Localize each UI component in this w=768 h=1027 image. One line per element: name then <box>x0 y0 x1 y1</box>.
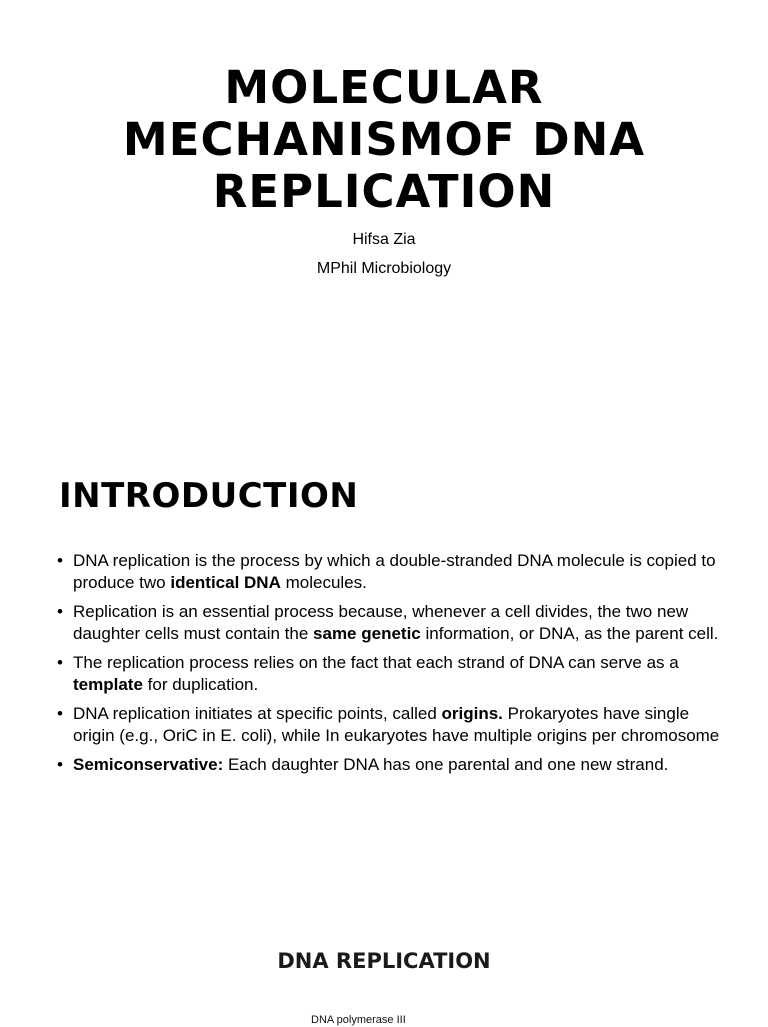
diagram-title: DNA REPLICATION <box>277 949 491 973</box>
bullet-bold-text: identical DNA <box>170 573 281 592</box>
introduction-bullet-list <box>57 550 727 783</box>
bullet-bold-text: same genetic <box>313 624 421 643</box>
bullet-text: DNA replication initiates at specific points, called <box>73 704 442 723</box>
main-title <box>40 62 728 218</box>
bullet-dot-icon: • <box>57 551 63 570</box>
bullet-dot-icon: • <box>57 704 63 723</box>
bullet-text: Each daughter DNA has one parental and one new strand. <box>223 755 669 774</box>
introduction-slide <box>0 440 768 880</box>
bullet-bold-text: origins. <box>441 704 503 723</box>
bullet-text: Prokaryotes have single origin (e.g., OriC in E. coli), while In eukaryotes have multiple origins per chromosome <box>73 704 720 745</box>
bullet-item <box>57 754 727 776</box>
author-degree: MPhil Microbiology <box>316 260 452 277</box>
bullet-text: DNA replication is the process by which a double-stranded DNA molecule is copied to produce two <box>73 551 716 592</box>
bullet-text: molecules. <box>280 573 367 592</box>
introduction-heading: INTRODUCTION <box>59 476 359 516</box>
bullet-item <box>57 652 727 696</box>
bullet-text: for duplication. <box>142 675 259 694</box>
bullet-dot-icon: • <box>57 602 63 621</box>
bullet-item <box>57 550 727 594</box>
bullet-item <box>57 601 727 645</box>
bullet-text: The replication process relies on the fact that each strand of DNA can serve as a <box>73 653 679 672</box>
bullet-dot-icon: • <box>57 755 63 774</box>
bullet-bold-text: template <box>73 675 143 694</box>
dna-replication-diagram-slide <box>0 930 768 1024</box>
diagram-label: DNA polymerase III <box>311 1014 406 1026</box>
bullet-text: Replication is an essential process because, whenever a cell divides, the two new daughter cells must contain the <box>73 602 689 643</box>
bullet-item <box>57 703 727 747</box>
title-line: MOLECULAR <box>224 61 544 114</box>
bullet-dot-icon: • <box>57 653 63 672</box>
title-slide <box>0 0 768 320</box>
bullet-text: information, or DNA, as the parent cell. <box>420 624 719 643</box>
title-line: MECHANISMOF DNA <box>122 113 646 166</box>
bullet-bold-text: Semiconservative: <box>73 755 224 774</box>
title-line: REPLICATION <box>212 165 556 218</box>
author-name: Hifsa Zia <box>352 231 416 248</box>
